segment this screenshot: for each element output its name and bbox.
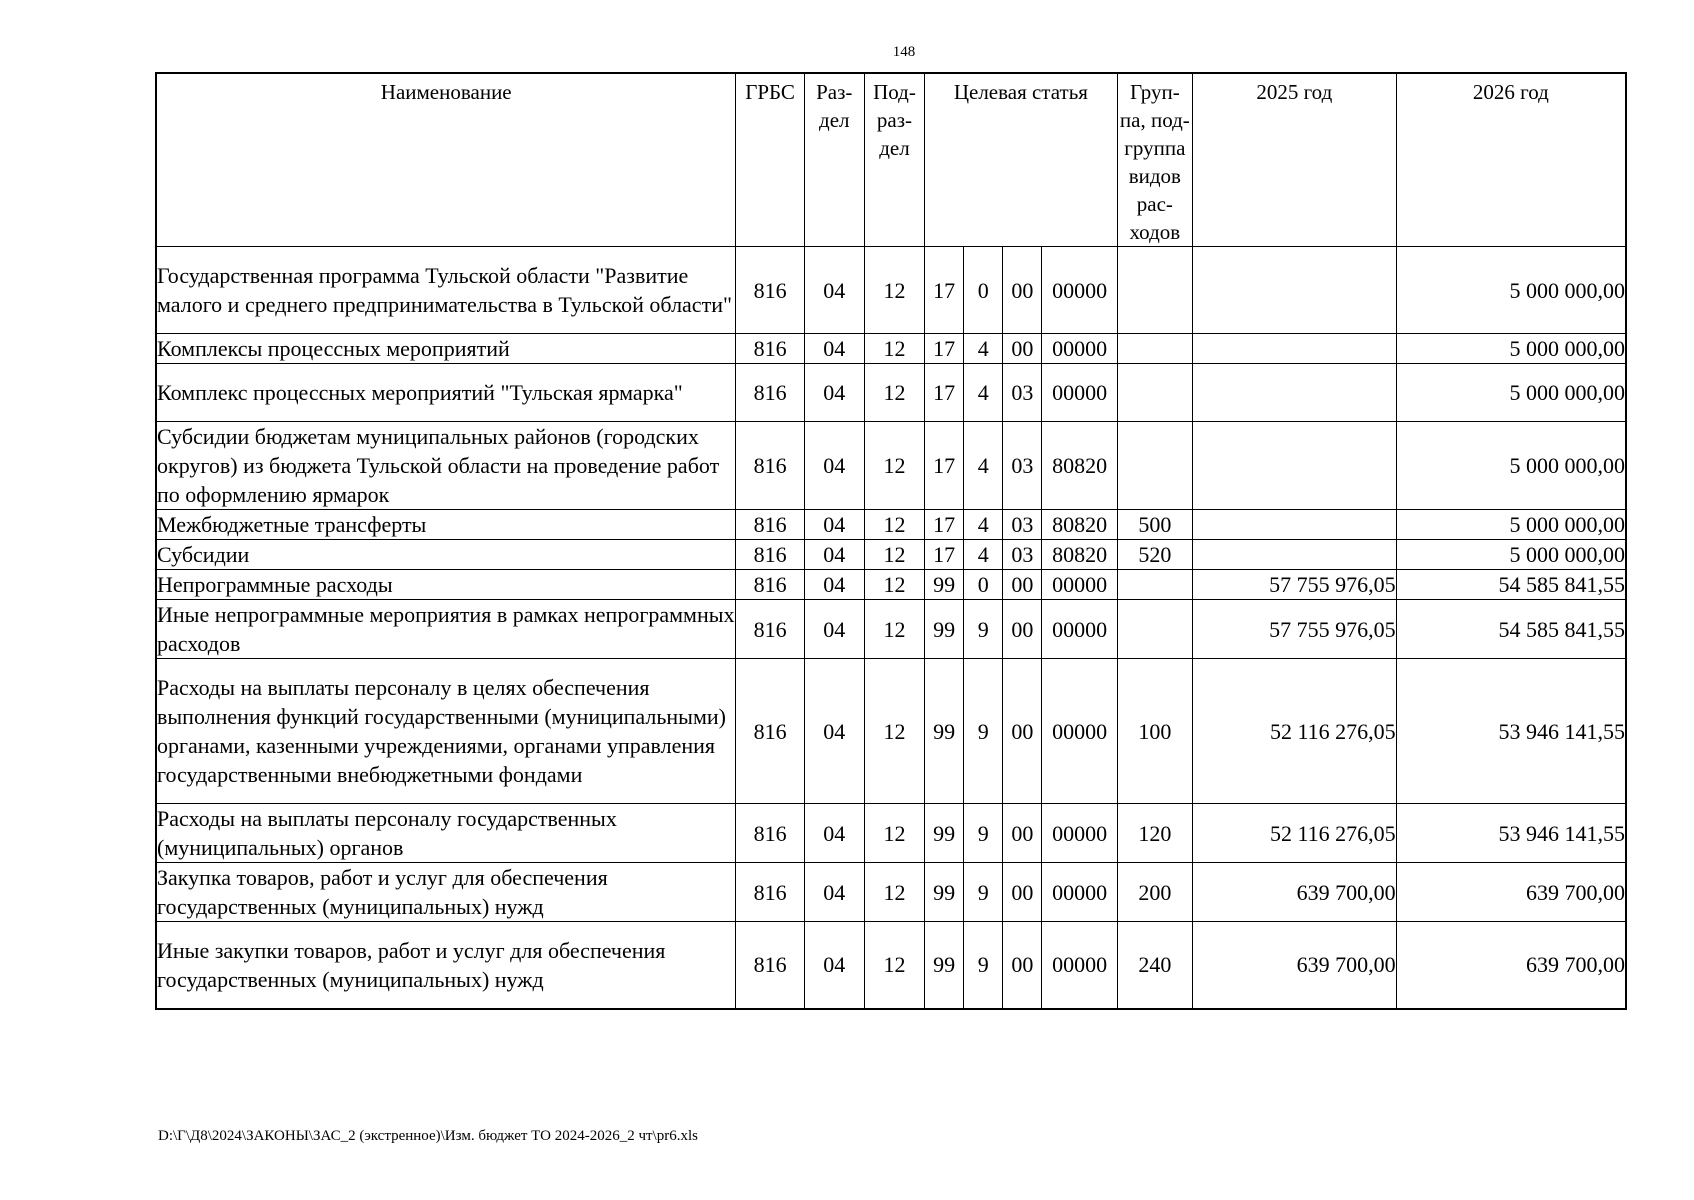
cell-target-subprogram: 03 (1003, 364, 1042, 422)
cell-target-direction: 80820 (1042, 540, 1117, 570)
page-number: 148 (892, 44, 916, 60)
cell-podrazdel: 12 (864, 863, 924, 922)
header-target-article: Целевая статья (925, 73, 1118, 247)
cell-amount-2025: 52 116 276,05 (1192, 659, 1396, 804)
cell-target-subprogram: 00 (1003, 922, 1042, 1009)
header-grbs: ГРБС (736, 73, 804, 247)
cell-expense-group (1117, 247, 1192, 334)
cell-target-type: 9 (964, 600, 1003, 659)
cell-name: Субсидии бюджетам муниципальных районов (городских округов) из бюджета Тульской области на проведение работ по оформлению ярмарок (156, 422, 736, 510)
cell-name: Закупка товаров, работ и услуг для обеспечения государственных (муниципальных) нужд (156, 863, 736, 922)
cell-target-direction: 00000 (1042, 364, 1117, 422)
cell-name: Иные непрограммные мероприятия в рамках непрограммных расходов (156, 600, 736, 659)
cell-target-type: 4 (964, 364, 1003, 422)
cell-name: Иные закупки товаров, работ и услуг для обеспечения государственных (муниципальных) нужд (156, 922, 736, 1009)
cell-podrazdel: 12 (864, 922, 924, 1009)
cell-grbs: 816 (736, 247, 804, 334)
cell-podrazdel: 12 (864, 364, 924, 422)
cell-expense-group: 200 (1117, 863, 1192, 922)
table-row (156, 364, 1626, 422)
cell-target-type: 9 (964, 922, 1003, 1009)
file-path-footer: D:\Г\Д8\2024\ЗАКОНЫ\ЗАС_2 (экстренное)\Изм. бюджет ТО 2024-2026_2 чт\pr6.xls (158, 1128, 698, 1144)
cell-target-type: 4 (964, 510, 1003, 540)
cell-target-direction: 00000 (1042, 334, 1117, 364)
cell-target-direction: 00000 (1042, 247, 1117, 334)
cell-amount-2025 (1192, 540, 1396, 570)
cell-target-direction: 80820 (1042, 422, 1117, 510)
cell-name: Непрограммные расходы (156, 570, 736, 600)
cell-razdel: 04 (804, 922, 864, 1009)
cell-expense-group: 120 (1117, 804, 1192, 863)
cell-expense-group (1117, 570, 1192, 600)
table-row (156, 540, 1626, 570)
cell-target-program: 99 (925, 804, 964, 863)
cell-grbs: 816 (736, 570, 804, 600)
cell-amount-2025 (1192, 247, 1396, 334)
budget-table (155, 72, 1627, 1010)
cell-podrazdel: 12 (864, 570, 924, 600)
cell-expense-group (1117, 422, 1192, 510)
cell-razdel: 04 (804, 334, 864, 364)
cell-amount-2025 (1192, 364, 1396, 422)
cell-grbs: 816 (736, 922, 804, 1009)
cell-amount-2026: 639 700,00 (1396, 863, 1626, 922)
cell-razdel: 04 (804, 659, 864, 804)
cell-amount-2026: 639 700,00 (1396, 922, 1626, 1009)
cell-podrazdel: 12 (864, 540, 924, 570)
cell-target-program: 17 (925, 540, 964, 570)
cell-podrazdel: 12 (864, 659, 924, 804)
cell-target-subprogram: 00 (1003, 659, 1042, 804)
cell-amount-2025: 639 700,00 (1192, 863, 1396, 922)
table-row (156, 422, 1626, 510)
cell-target-subprogram: 00 (1003, 600, 1042, 659)
cell-expense-group: 100 (1117, 659, 1192, 804)
cell-target-program: 99 (925, 659, 964, 804)
header-name: Наименование (156, 73, 736, 247)
cell-name: Расходы на выплаты персоналу в целях обеспечения выполнения функций государственными (муниципальными) органами, казенными учреждениями, органами управления государственными внебюджетными фондами (156, 659, 736, 804)
cell-amount-2026: 5 000 000,00 (1396, 334, 1626, 364)
header-expense-group: Груп- па, под- группа видов рас- ходов (1117, 73, 1192, 247)
cell-grbs: 816 (736, 422, 804, 510)
cell-target-type: 4 (964, 334, 1003, 364)
cell-name: Субсидии (156, 540, 736, 570)
cell-razdel: 04 (804, 600, 864, 659)
table-row (156, 334, 1626, 364)
cell-amount-2025 (1192, 422, 1396, 510)
cell-target-program: 99 (925, 922, 964, 1009)
cell-target-type: 9 (964, 804, 1003, 863)
cell-podrazdel: 12 (864, 247, 924, 334)
table-row (156, 600, 1626, 659)
cell-amount-2026: 5 000 000,00 (1396, 247, 1626, 334)
table-header-row (156, 73, 1626, 247)
cell-target-program: 17 (925, 334, 964, 364)
cell-name: Межбюджетные трансферты (156, 510, 736, 540)
table-row (156, 510, 1626, 540)
cell-amount-2025: 52 116 276,05 (1192, 804, 1396, 863)
cell-expense-group: 520 (1117, 540, 1192, 570)
cell-name: Комплексы процессных мероприятий (156, 334, 736, 364)
cell-expense-group (1117, 334, 1192, 364)
cell-target-direction: 00000 (1042, 659, 1117, 804)
cell-target-program: 99 (925, 570, 964, 600)
cell-expense-group (1117, 600, 1192, 659)
cell-podrazdel: 12 (864, 600, 924, 659)
cell-amount-2025: 639 700,00 (1192, 922, 1396, 1009)
cell-grbs: 816 (736, 334, 804, 364)
cell-razdel: 04 (804, 510, 864, 540)
table-row (156, 659, 1626, 804)
cell-expense-group: 240 (1117, 922, 1192, 1009)
cell-target-program: 17 (925, 422, 964, 510)
cell-razdel: 04 (804, 540, 864, 570)
cell-target-program: 17 (925, 510, 964, 540)
cell-expense-group: 500 (1117, 510, 1192, 540)
header-2026: 2026 год (1396, 73, 1626, 247)
cell-target-program: 99 (925, 600, 964, 659)
cell-target-subprogram: 00 (1003, 570, 1042, 600)
cell-grbs: 816 (736, 863, 804, 922)
cell-amount-2025 (1192, 334, 1396, 364)
cell-grbs: 816 (736, 804, 804, 863)
cell-amount-2026: 5 000 000,00 (1396, 422, 1626, 510)
cell-target-direction: 00000 (1042, 804, 1117, 863)
cell-razdel: 04 (804, 247, 864, 334)
cell-target-type: 4 (964, 540, 1003, 570)
cell-target-type: 0 (964, 247, 1003, 334)
cell-target-program: 99 (925, 863, 964, 922)
cell-amount-2025: 57 755 976,05 (1192, 600, 1396, 659)
cell-amount-2026: 5 000 000,00 (1396, 364, 1626, 422)
cell-grbs: 816 (736, 600, 804, 659)
cell-razdel: 04 (804, 570, 864, 600)
cell-grbs: 816 (736, 659, 804, 804)
cell-razdel: 04 (804, 422, 864, 510)
cell-target-direction: 80820 (1042, 510, 1117, 540)
cell-target-subprogram: 00 (1003, 247, 1042, 334)
cell-podrazdel: 12 (864, 510, 924, 540)
table-row (156, 863, 1626, 922)
cell-target-program: 17 (925, 247, 964, 334)
cell-amount-2026: 54 585 841,55 (1396, 600, 1626, 659)
cell-podrazdel: 12 (864, 804, 924, 863)
cell-grbs: 816 (736, 510, 804, 540)
header-podrazdel: Под- раз- дел (864, 73, 924, 247)
cell-target-subprogram: 03 (1003, 510, 1042, 540)
cell-target-program: 17 (925, 364, 964, 422)
cell-target-direction: 00000 (1042, 600, 1117, 659)
cell-amount-2026: 54 585 841,55 (1396, 570, 1626, 600)
cell-razdel: 04 (804, 804, 864, 863)
cell-target-direction: 00000 (1042, 922, 1117, 1009)
cell-target-subprogram: 03 (1003, 422, 1042, 510)
cell-razdel: 04 (804, 863, 864, 922)
cell-target-type: 4 (964, 422, 1003, 510)
cell-name: Расходы на выплаты персоналу государственных (муниципальных) органов (156, 804, 736, 863)
cell-target-subprogram: 00 (1003, 863, 1042, 922)
cell-name: Государственная программа Тульской области "Развитие малого и среднего предпринимательства в Тульской области" (156, 247, 736, 334)
cell-name: Комплекс процессных мероприятий "Тульская ярмарка" (156, 364, 736, 422)
cell-grbs: 816 (736, 364, 804, 422)
cell-target-type: 9 (964, 659, 1003, 804)
cell-amount-2026: 53 946 141,55 (1396, 659, 1626, 804)
cell-amount-2025: 57 755 976,05 (1192, 570, 1396, 600)
cell-expense-group (1117, 364, 1192, 422)
cell-target-direction: 00000 (1042, 863, 1117, 922)
header-razdel: Раз- дел (804, 73, 864, 247)
cell-target-direction: 00000 (1042, 570, 1117, 600)
cell-amount-2026: 5 000 000,00 (1396, 510, 1626, 540)
cell-target-subprogram: 00 (1003, 804, 1042, 863)
cell-podrazdel: 12 (864, 422, 924, 510)
table-row (156, 804, 1626, 863)
cell-grbs: 816 (736, 540, 804, 570)
cell-amount-2025 (1192, 510, 1396, 540)
table-row (156, 922, 1626, 1009)
header-2025: 2025 год (1192, 73, 1396, 247)
cell-target-type: 0 (964, 570, 1003, 600)
table-row (156, 247, 1626, 334)
cell-podrazdel: 12 (864, 334, 924, 364)
cell-amount-2026: 53 946 141,55 (1396, 804, 1626, 863)
cell-razdel: 04 (804, 364, 864, 422)
cell-target-subprogram: 00 (1003, 334, 1042, 364)
cell-amount-2026: 5 000 000,00 (1396, 540, 1626, 570)
cell-target-type: 9 (964, 863, 1003, 922)
table-row (156, 570, 1626, 600)
cell-target-subprogram: 03 (1003, 540, 1042, 570)
